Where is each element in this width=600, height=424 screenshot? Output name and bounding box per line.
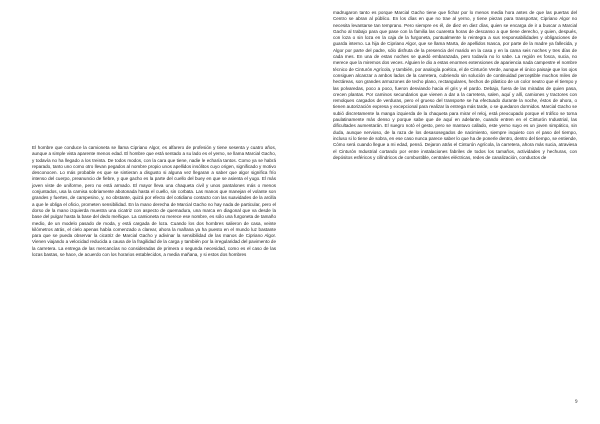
page-number: 9 <box>575 400 578 405</box>
left-page-text: El hombre que conduce la camioneta se llama Cipriano Algor, es alfarero de profesión y tiene sesenta y cuatro años, aunque a simple vista aparente menos edad. El hombre que está sentado a su lado es el yerno, se llama Marcial Gacho, y todavía no ha llegado a los treinta. De todos modos, con la cara que tiene, nadie le echaría tantos. Como ya se habrá reparado, tanto uno como otro llevan pegados al nombre propio unos apellidos insólitos cuyo origen, significado y motivo desconocen. Lo más probable es que se sintieran a disgusto si alguna vez llegaran a saber que algor significa frío intenso del cuerpo, preanuncio de fiebre, y que gacho es la parte del cuello del buey en que se asienta el yugo. El más joven viste de uniforme, pero no está armado. El mayor lleva una chaqueta civil y unos pantalones más o menos conjuntados, usa la camisa sobriamente abotonada hasta el cuello, sin corbata. Las manos que manejan el volante son grandes y fuertes, de campesino, y, no obstante, quizá por efecto del cotidiano contacto con las suavidades de la arcilla a que le obliga el oficio, prometen sensibilidad. En la mano derecha de Marcial Gacho no hay nada de particular, pero el dorso de la mano izquierda muestra una cicatriz con aspecto de quemadura, una marca en diagonal que va desde la base del pulgar hasta la base del dedo meñique. La camioneta no merece ese nombre, es sólo una furgoneta de tamaño medio, de un modelo pasado de moda, y está cargada de loza. Cuando los dos hombres salieron de casa, veinte kilómetros atrás, el cielo apenas había comenzado a clarear, ahora la mañana ya ha puesto en el mundo luz bastante para que se pueda observar la cicatriz de Marcial Gacho y adivinar la sensibilidad de las manos de Cipriano Algor. Vienen viajando a velocidad reducida a causa de la fragilidad de la carga y también por la irregularidad del pavimento de la carretera. La entrega de las mercancías no consideradas de primera o segunda necesidad, como es el caso de las lozas bastas, se hace, de acuerdo con los horarios establecidos, a media mañana, y si estos dos hombres <box>32 145 276 258</box>
right-page-text: madrugaron tanto es porque Marcial Gacho tiene que fichar por lo menos media hora antes de que las puertas del Centro se abran al público. En los días en que no trae al yerno, y tiene piezas para transportar, Cipriano Algor no necesita levantarse tan temprano. Pero siempre es él, de diez en diez días, quien se encarga de ir a buscar a Marcial Gacho al trabajo para que pase con la familia las cuarenta horas de descanso a que tiene derecho, y quien, después, con loza o sin loza en la caja de la furgoneta, puntualmente lo reintegra a sus responsabilidades y obligaciones de guarda interno. La hija de Cipriano Algor, que se llama Marta, de apellidos Isasca, por parte de la madre ya fallecida, y Algor por parte del padre, sólo disfruta de la presencia del marido en la casa y en la cama seis noches y tres días de cada mes. En una de estas noches se quedó embarazada, pero todavía no lo sabe. La región es fosca, sucia, no merece que la miremos dos veces. Alguien le dio a estas enormes extensiones de apariencia nada campestre el nombre técnico de Cinturón Agrícola, y también, por analogía poética, el de Cinturón Verde, aunque el único paisaje que los ojos consiguen alcanzar a ambos lados de la carretera, cubriendo sin solución de continuidad perceptible muchos miles de hectáreas, son grandes armazones de techo plano, rectangulares, hechos de plástico de un color neutro que el tiempo y las polvaredas, poco a poco, fueron desviando hacia el gris y el pardo. Debajo, fuera de las miradas de quien pasa, crecen plantas. Por caminos secundarios que vienen a dar a la carretera, salen, aquí y allí, camiones y tractores con remolques cargados de verduras, pero el grueso del transporte se ha efectuado durante la noche, éstos de ahora, o tienen autorización expresa y excepcional para realizar la entrega más tarde, o se quedaron dormidos. Marcial Gacho se subió discretamente la manga izquierda de la chaqueta para mirar el reloj, está preocupado porque el tráfico se torna paulatinamente más denso y porque sabe que de aquí en adelante, cuando entren en el Cinturón Industrial, las dificultades aumentarán. El suegro notó el gesto, pero se mantuvo callado, este yerno suyo es un joven simpático, sin duda, aunque nervioso, de la raza de los desasosegados de nacimiento, siempre inquieto con el paso del tiempo, incluso si lo tiene de sobra, en ese caso nunca parece saber lo que ha de ponerle dentro, dentro del tiempo, se entiende, Cómo será cuando llegue a mi edad, pensó. Dejaron atrás el Cinturón Agrícola, la carretera, ahora más sucia, atraviesa el Cinturón Industrial cortando por entre instalaciones fabriles de todos los tamaños, actividades y hechuras, con depósitos esféricos y cilíndricos de combustible, centrales eléctricas, redes de canalización, conductos de <box>333 10 577 160</box>
